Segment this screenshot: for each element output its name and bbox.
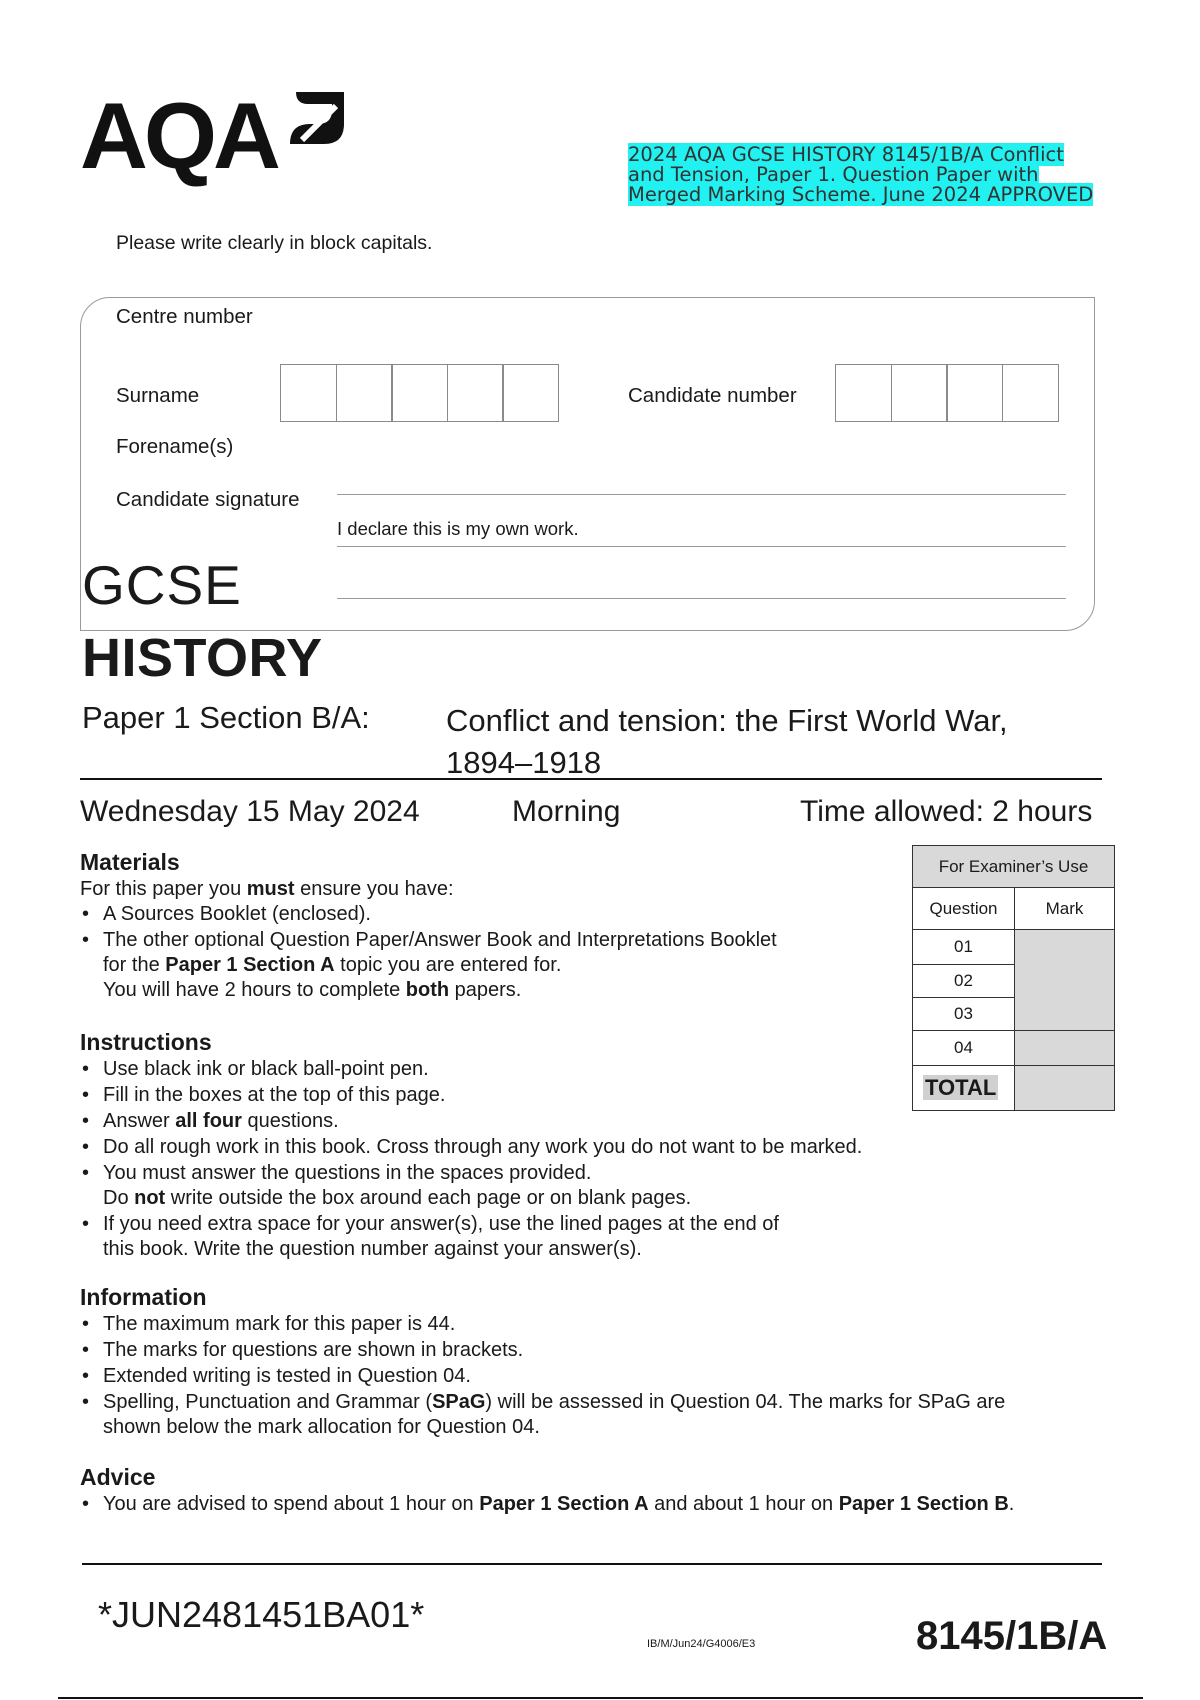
centre-number-boxes (280, 364, 559, 422)
information-section (80, 1285, 1005, 1441)
centre-number-cell[interactable] (502, 364, 559, 422)
topic-line-2: 1894–1918 (446, 745, 602, 780)
total-label: TOTAL (913, 1066, 1015, 1111)
mark-cell[interactable] (1015, 930, 1115, 1031)
list-item: • Use black ink or black ball-point pen. (80, 1057, 862, 1082)
question-number: 03 (913, 998, 1015, 1031)
candidate-number-boxes (835, 364, 1059, 422)
list-item: • Do all rough work in this book. Cross through any work you do not want to be marked. (80, 1135, 862, 1160)
materials-heading: Materials (80, 849, 180, 875)
table-title: For Examiner’s Use (913, 846, 1115, 888)
topic-line-1: Conflict and tension: the First World War, (446, 703, 1008, 738)
advice-section (80, 1465, 1014, 1518)
topic-title (446, 700, 1086, 784)
divider (58, 1697, 1143, 1699)
paper-code: 8145/1B/A (916, 1614, 1108, 1658)
candidate-number-label: Candidate number (628, 384, 797, 407)
candidate-number-cell[interactable] (891, 364, 948, 422)
list-item: • The maximum mark for this paper is 44. (80, 1312, 1005, 1337)
signature-label: Candidate signature (116, 488, 300, 511)
forenames-label: Forename(s) (116, 435, 234, 458)
list-item: • Fill in the boxes at the top of this page. (80, 1083, 862, 1108)
advice-heading: Advice (80, 1464, 156, 1490)
question-number: 04 (913, 1031, 1015, 1066)
divider (80, 778, 1102, 780)
materials-section (80, 850, 777, 1004)
question-number: 01 (913, 930, 1015, 965)
column-header: Mark (1015, 888, 1115, 930)
question-number: 02 (913, 965, 1015, 998)
list-item: • You are advised to spend about 1 hour on Paper 1 Section A and about 1 hour on Paper 1 Section B. (80, 1492, 1014, 1517)
block-capitals-instruction: Please write clearly in block capitals. (116, 232, 433, 254)
logo-mark-icon (288, 90, 346, 148)
signature-line[interactable] (337, 598, 1066, 599)
forenames-line[interactable] (337, 546, 1066, 547)
highlight-note: 2024 AQA GCSE HISTORY 8145/1B/A Conflict and Tension, Paper 1. Question Paper with Merged Marking Scheme. June 2024 APPROVED (628, 143, 1094, 206)
exam-date: Wednesday 15 May 2024 (80, 795, 420, 828)
exam-session: Morning (512, 795, 621, 828)
time-allowed: Time allowed: 2 hours (800, 795, 1093, 828)
total-mark-cell[interactable] (1015, 1066, 1115, 1111)
paper-label: Paper 1 Section B/A: (82, 700, 370, 735)
qualification-title: GCSE (82, 554, 242, 616)
aqa-logo (80, 83, 360, 188)
list-item: • Answer all four questions. (80, 1109, 862, 1134)
examiner-use-table (912, 845, 1115, 1111)
list-item: • You must answer the questions in the spaces provided. Do not write outside the box around each page or on blank pages. (80, 1161, 862, 1211)
list-item: • A Sources Booklet (enclosed). (80, 902, 777, 927)
logo-text: AQA (80, 83, 277, 188)
list-item: • Spelling, Punctuation and Grammar (SPaG) will be assessed in Question 04. The marks for SPaG are shown below the mark allocation for Question 04. (80, 1390, 1005, 1440)
list-item: • The other optional Question Paper/Answer Book and Interpretations Booklet for the Paper 1 Section A topic you are entered for. You will have 2 hours to complete both papers. (80, 928, 777, 1003)
instructions-heading: Instructions (80, 1029, 212, 1055)
divider (82, 1563, 1102, 1565)
list-item: • If you need extra space for your answer(s), use the lined pages at the end of this book. Write the question number against your answer(s). (80, 1212, 862, 1262)
candidate-number-cell[interactable] (946, 364, 1003, 422)
centre-number-cell[interactable] (447, 364, 504, 422)
candidate-number-cell[interactable] (1002, 364, 1059, 422)
surname-line[interactable] (337, 494, 1066, 495)
barcode-text: *JUN2481451BA01* (98, 1594, 425, 1635)
declaration-text: I declare this is my own work. (337, 518, 579, 539)
centre-number-cell[interactable] (336, 364, 393, 422)
candidate-number-cell[interactable] (835, 364, 892, 422)
centre-number-cell[interactable] (280, 364, 337, 422)
list-item: • The marks for questions are shown in brackets. (80, 1338, 1005, 1363)
subject-title: HISTORY (82, 628, 323, 688)
materials-intro: For this paper you must ensure you have: (80, 878, 454, 900)
centre-number-cell[interactable] (391, 364, 448, 422)
information-heading: Information (80, 1284, 207, 1310)
instructions-section (80, 1030, 862, 1263)
reference-code: IB/M/Jun24/G4006/E3 (647, 1638, 756, 1650)
column-header: Question (913, 888, 1015, 930)
centre-number-label: Centre number (116, 305, 253, 328)
mark-cell[interactable] (1015, 1031, 1115, 1066)
list-item: • Extended writing is tested in Question 04. (80, 1364, 1005, 1389)
surname-label: Surname (116, 384, 200, 407)
